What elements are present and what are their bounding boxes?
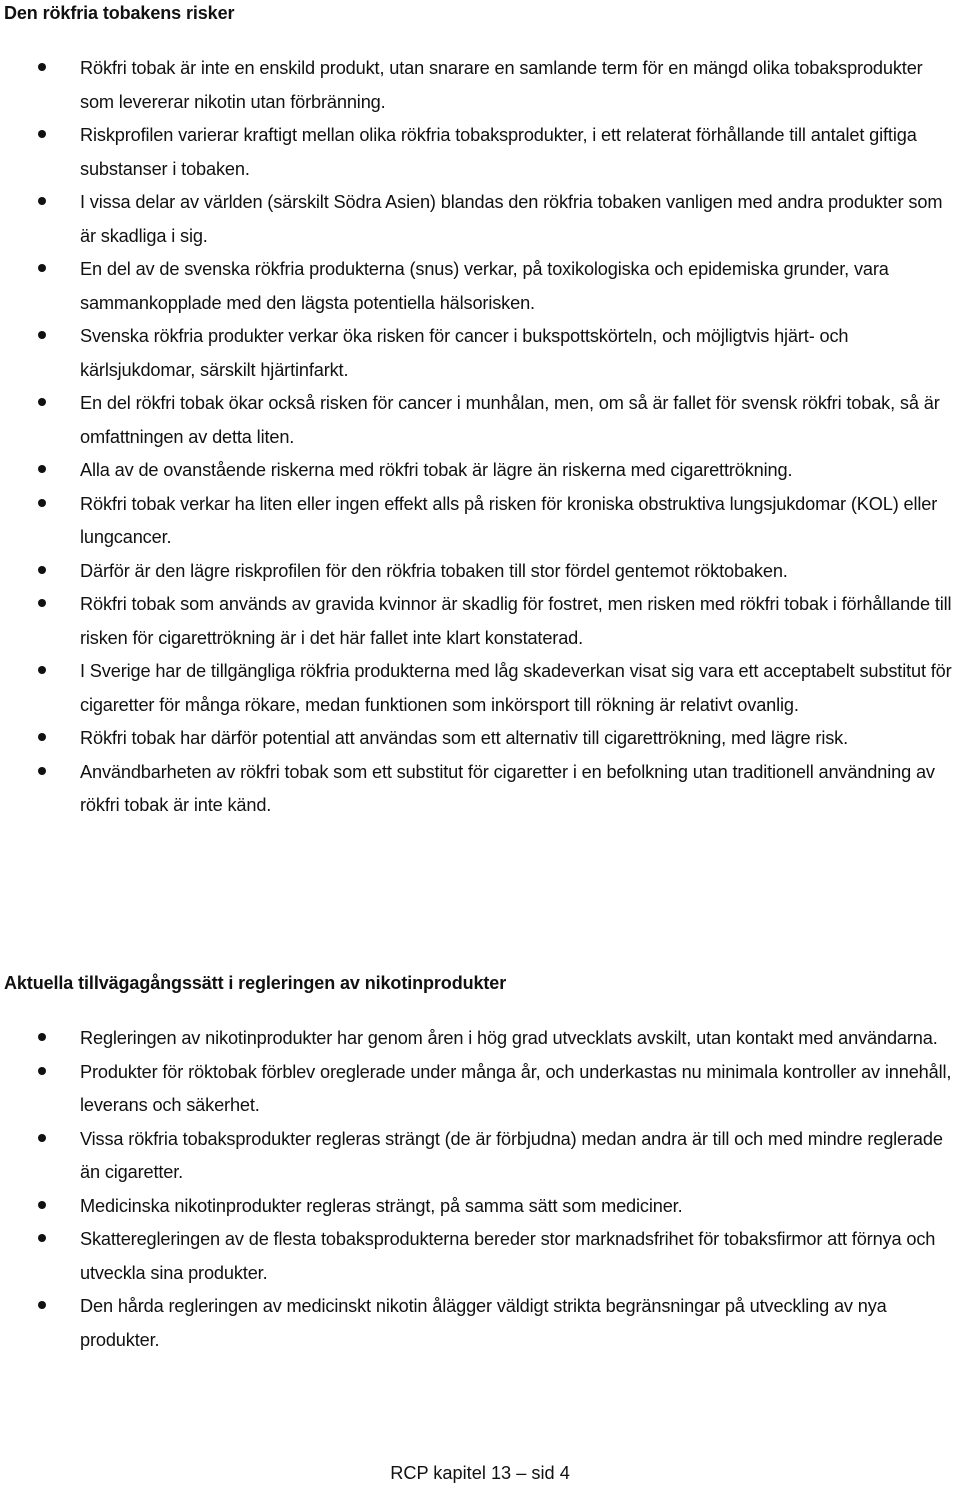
bullet-icon <box>38 398 46 406</box>
list-item <box>0 119 960 186</box>
bullet-icon <box>38 599 46 607</box>
list-item-text: Användbarheten av rökfri tobak som ett substitut för cigaretter i en befolkning utan traditionell användning av rökfri tobak är inte känd. <box>80 761 935 815</box>
bullet-icon <box>38 767 46 775</box>
list-item-text: Alla av de ovanstående riskerna med rökfri tobak är lägre än riskerna med cigarettrökning. <box>80 460 793 480</box>
list-item-text: Svenska rökfria produkter verkar öka risken för cancer i bukspottskörteln, och möjligtvis hjärt- och kärlsjukdomar, särskilt hjärtinfarkt. <box>80 326 849 380</box>
bullet-icon <box>38 1033 46 1041</box>
bullet-icon <box>38 733 46 741</box>
list-item-text: Regleringen av nikotinprodukter har genom åren i hög grad utvecklats avskilt, utan kontakt med användarna. <box>80 1028 938 1048</box>
list-item-text: Rökfri tobak har därför potential att användas som ett alternativ till cigarettrökning, med lägre risk. <box>80 728 848 748</box>
bullet-icon <box>38 264 46 272</box>
bullet-icon <box>38 1134 46 1142</box>
section-heading-risks: Den rökfria tobakens risker <box>4 3 235 23</box>
bullet-icon <box>38 63 46 71</box>
list-item <box>0 186 960 253</box>
list-item <box>0 1022 960 1056</box>
list-item-text: Därför är den lägre riskprofilen för den rökfria tobaken till stor fördel gentemot röktobaken. <box>80 560 788 581</box>
list-item-text: Rökfri tobak är inte en enskild produkt, utan snarare en samlande term för en mängd olika tobaksprodukter som levererar nikotin utan förbränning. <box>80 58 923 112</box>
list-item <box>0 1223 960 1290</box>
list-item <box>0 1123 960 1190</box>
list-item <box>0 588 960 655</box>
bullet-icon <box>38 566 46 574</box>
list-item-text: Rökfri tobak verkar ha liten eller ingen effekt alls på risken för kroniska obstruktiva lungsjukdomar (KOL) eller lungcancer. <box>80 493 938 547</box>
list-item-text: I Sverige har de tillgängliga rökfria produkterna med låg skadeverkan visat sig vara ett acceptabelt substitut för cigaretter för många rökare, medan funktionen som inkörsport till rökning är relativt ovanlig. <box>80 661 952 715</box>
list-item <box>0 253 960 320</box>
list-item-text: Vissa rökfria tobaksprodukter regleras strängt (de är förbjudna) medan andra är till och med mindre reglerade än cigaretter. <box>80 1128 943 1182</box>
bullet-icon <box>38 1234 46 1242</box>
regulation-bullet-list <box>0 1022 960 1357</box>
list-item-text: Medicinska nikotinprodukter regleras strängt, på samma sätt som mediciner. <box>80 1195 683 1216</box>
list-item-text: Rökfri tobak som används av gravida kvinnor är skadlig för fostret, men risken med rökfri tobak i förhållande till risken för cigarettrökning är i det här fallet inte klart konstaterad. <box>80 594 952 648</box>
list-item <box>0 1290 960 1357</box>
list-item <box>0 1190 960 1224</box>
list-item-text: Skatteregleringen av de flesta tobaksprodukterna bereder stor marknadsfrihet för tobaksfirmor att förnya och utveckla sina produkter. <box>80 1229 936 1283</box>
list-item-text: Den hårda regleringen av medicinskt nikotin ålägger väldigt strikta begränsningar på utveckling av nya produkter. <box>80 1296 887 1350</box>
risk-bullet-list <box>0 52 960 823</box>
bullet-icon <box>38 666 46 674</box>
bullet-icon <box>38 1067 46 1075</box>
list-item-text: Produkter för röktobak förblev oreglerade under många år, och underkastas nu minimala kontroller av innehåll, leverans och säkerhet. <box>80 1061 952 1115</box>
bullet-icon <box>38 331 46 339</box>
list-item <box>0 722 960 756</box>
list-item <box>0 655 960 722</box>
section-heading-regulation: Aktuella tillvägagångssätt i regleringen av nikotinprodukter <box>4 973 507 993</box>
list-item <box>0 52 960 119</box>
bullet-icon <box>38 197 46 205</box>
list-item <box>0 454 960 488</box>
bullet-icon <box>38 465 46 473</box>
list-item-text: I vissa delar av världen (särskilt Södra Asien) blandas den rökfria tobaken vanligen med andra produkter som är skadliga i sig. <box>80 192 943 246</box>
list-item <box>0 1056 960 1123</box>
page-footer: RCP kapitel 13 – sid 4 <box>390 1463 570 1483</box>
bullet-icon <box>38 1201 46 1209</box>
list-item <box>0 488 960 555</box>
list-item <box>0 756 960 823</box>
list-item <box>0 555 960 589</box>
bullet-icon <box>38 499 46 507</box>
list-item <box>0 387 960 454</box>
list-item <box>0 320 960 387</box>
list-item-text: En del av de svenska rökfria produkterna (snus) verkar, på toxikologiska och epidemiska grunder, vara sammankopplade med den lägsta potentiella hälsorisken. <box>80 259 889 313</box>
list-item-text: Riskprofilen varierar kraftigt mellan olika rökfria tobaksprodukter, i ett relaterat förhållande till antalet giftiga substanser i tobaken. <box>80 125 917 179</box>
list-item-text: En del rökfri tobak ökar också risken för cancer i munhålan, men, om så är fallet för svensk rökfri tobak, så är omfattningen av detta liten. <box>80 393 940 447</box>
bullet-icon <box>38 130 46 138</box>
bullet-icon <box>38 1301 46 1309</box>
